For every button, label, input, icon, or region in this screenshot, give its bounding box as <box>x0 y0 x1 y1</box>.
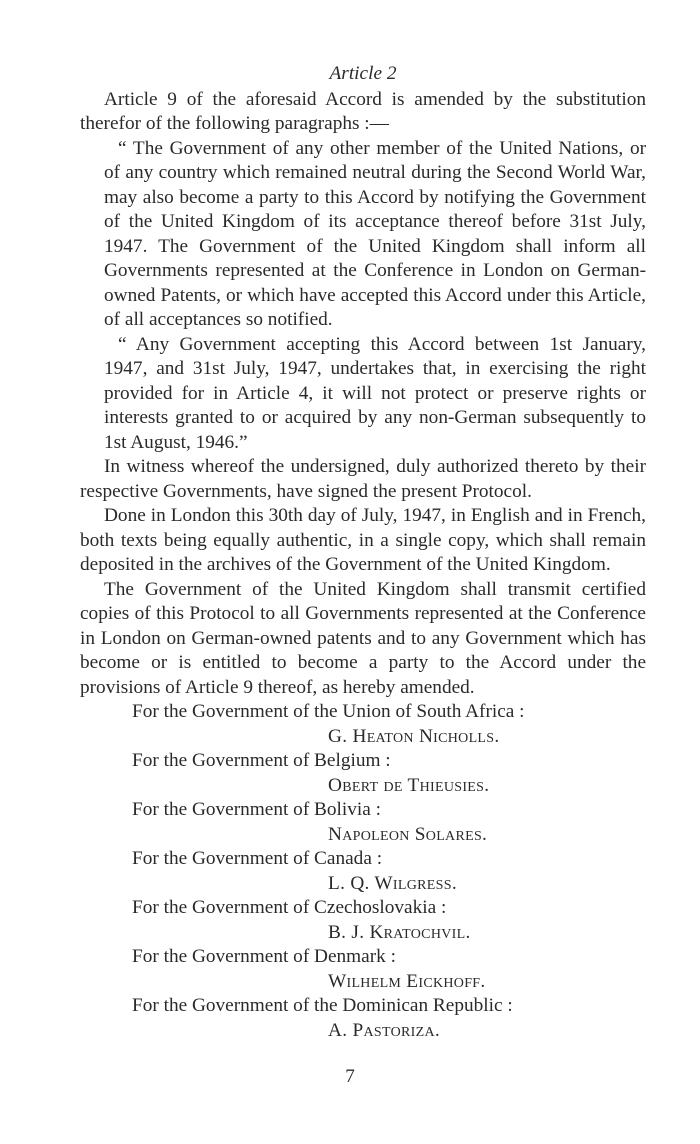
signatory-government: For the Government of the Union of South Africa : <box>132 701 525 722</box>
quoted-paragraph-undertaking: “ Any Government accepting this Accord between 1st January, 1947, and 31st July, 1947, undertakes that, in exercising the right provided for in Article 4, it will not protect or preserve rights or interests granted to or acquired by any non-German subsequently to 1st August, 1946.” <box>104 333 646 453</box>
signatory-government: For the Government of Canada : <box>132 848 383 869</box>
quoted-paragraph-accession: “ The Government of any other member of the United Nations, or of any country which remained neutral during the Second World War, may also become a party to this Accord by notifying the Government of the United Kingdom of its acceptance thereof before 31st July, 1947. The Government of the United Kingdom shall inform all Governments represented at the Conference in London on German-owned Patents, or which have accepted this Accord under this Article, of all acceptances so notified. <box>104 137 646 330</box>
signatory-entry <box>80 847 646 896</box>
signatory-government: For the Government of Czechoslovakia : <box>132 897 447 918</box>
signatory-government: For the Government of Bolivia : <box>132 799 382 820</box>
transmission-paragraph: The Government of the United Kingdom shall transmit certified copies of this Protocol to all Governments represented at the Conference in London on German-owned patents and to any Government which has become or is entitled to become a party to the Accord under the provisions of Article 9 thereof, as hereby amended. <box>80 578 646 698</box>
document-page <box>80 62 646 1043</box>
signatory-name: Napoleon Solares. <box>328 823 488 845</box>
signatory-name: G. Heaton Nicholls. <box>328 725 500 747</box>
done-in-london-paragraph: Done in London this 30th day of July, 1947, in English and in French, both texts being equally authentic, in a single copy, which shall remain deposited in the archives of the Government of the United Kingdom. <box>80 505 646 575</box>
signatory-entry <box>80 700 646 749</box>
signatures-block <box>80 700 646 1043</box>
signatory-name: Wilhelm Eickhoff. <box>328 970 486 992</box>
signatory-entry <box>80 945 646 994</box>
signatory-entry <box>80 896 646 945</box>
signatory-government: For the Government of Denmark : <box>132 946 396 967</box>
signatory-entry <box>80 749 646 798</box>
amendment-intro-paragraph: Article 9 of the aforesaid Accord is amended by the substitution therefor of the following paragraphs :— <box>80 88 646 134</box>
signatory-name: L. Q. Wilgress. <box>328 872 457 894</box>
signatory-name: Obert de Thieusies. <box>328 774 490 796</box>
signatory-entry <box>80 994 646 1043</box>
witness-paragraph: In witness whereof the undersigned, duly authorized thereto by their respective Governments, have signed the present Protocol. <box>80 456 646 502</box>
article-heading: Article 2 <box>329 63 397 84</box>
signatory-name: B. J. Kratochvil. <box>328 921 471 943</box>
signatory-entry <box>80 798 646 847</box>
signatory-government: For the Government of Belgium : <box>132 750 391 771</box>
signatory-name: A. Pastoriza. <box>328 1019 440 1041</box>
page-number: 7 <box>345 1066 355 1087</box>
signatory-government: For the Government of the Dominican Republic : <box>132 995 513 1016</box>
